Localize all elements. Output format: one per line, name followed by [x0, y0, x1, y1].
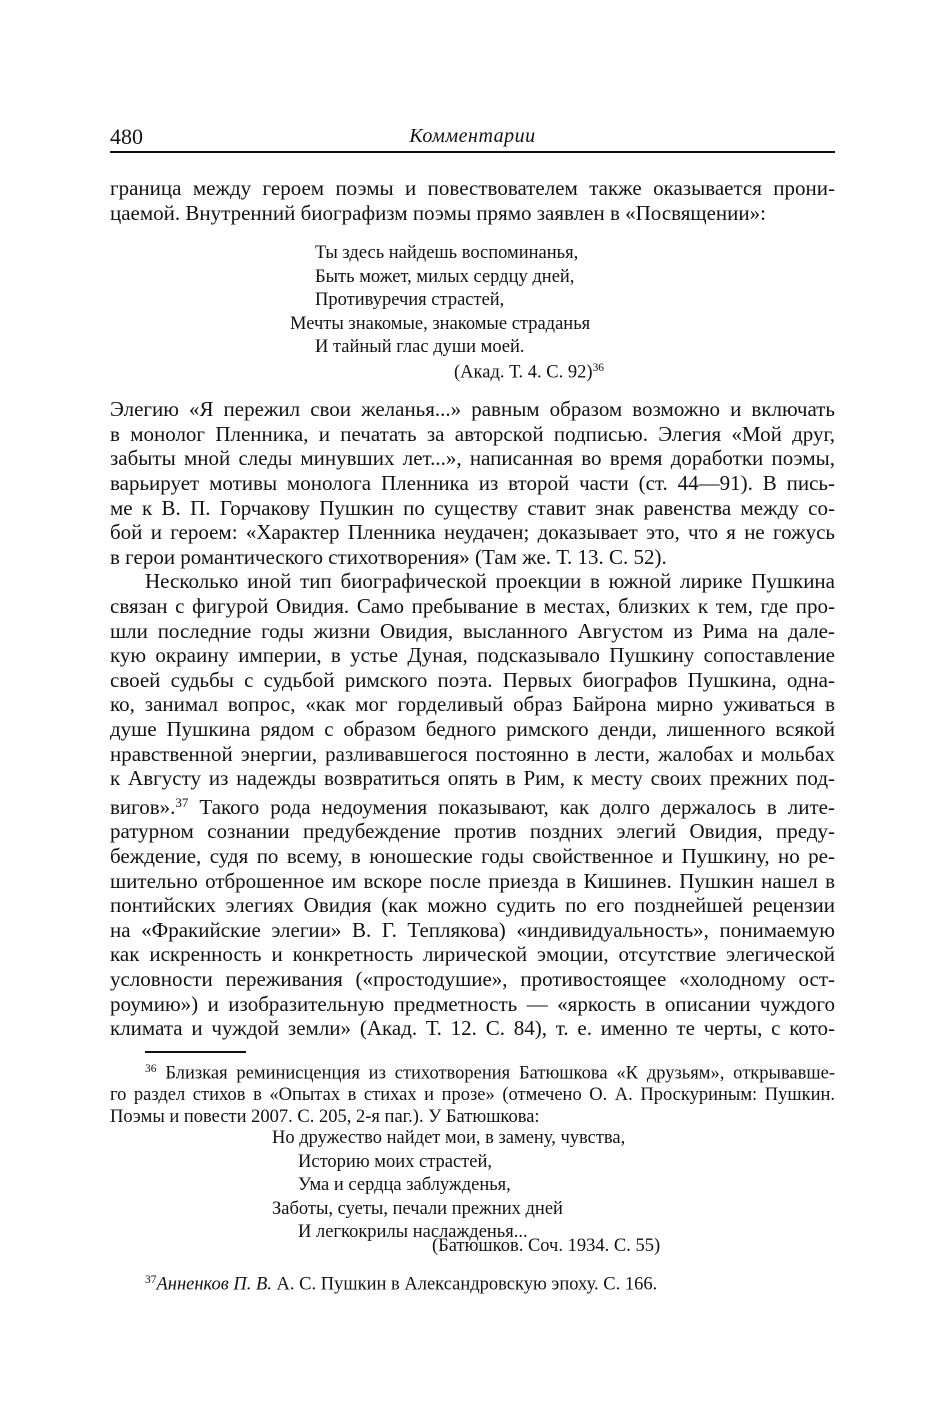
- running-title: Комментарии: [409, 125, 536, 147]
- text-line: своей судьбы с судьбой римского поэта. Первых биографов Пушкина, одна-: [110, 667, 835, 692]
- text-line: понтийских элегиях Овидия (как можно судить по его позднейшей рецензии: [110, 893, 835, 918]
- footnote-line: го раздел стихов в «Опытах в стихах и прозе» (отмечено О. А. Проскуриным: Пушкин.: [110, 1085, 835, 1106]
- text-line: ме к В. П. Горчакову Пушкин по существу ставит знак равенства между со-: [110, 495, 835, 520]
- page-header: [110, 124, 835, 154]
- footnote-number: 36: [145, 1063, 157, 1075]
- footnote-author: Анненков П. В.: [156, 1274, 272, 1295]
- footnote-poem: [272, 1127, 625, 1245]
- text-line: цаемой. Внутренний биографизм поэмы прямо заявлен в «Посвящении»:: [110, 200, 766, 225]
- text-fragment: вигов».: [110, 794, 176, 819]
- text-line: к Августу из надежды возвратиться опять в Рим, к месту своих прежних под-: [110, 766, 835, 791]
- poem-line: И тайный глас души моей.: [315, 337, 525, 358]
- text-line: шли последние годы жизни Овидия, высланного Августом из Рима на дале-: [110, 618, 835, 643]
- text-line: граница между героем поэмы и повествователем также оказывается прони-: [110, 176, 835, 200]
- poem-citation: [454, 362, 604, 383]
- text-line: в монолог Пленника, и печатать за авторской подписью. Элегия «Мой друг,: [110, 421, 835, 446]
- footnote-text: Близкая реминисценция из стихотворения Батюшкова «К друзьям», открывавше-: [165, 1063, 835, 1084]
- poem-line: Но дружество найдет мои, в замену, чувства,: [272, 1128, 626, 1148]
- text-line: условности переживания («простодушие», противостоящее «холодному ост-: [110, 967, 835, 991]
- text-line: бой и героем: «Характер Пленника неудачен; доказывает это, что я не гожусь: [110, 520, 835, 545]
- page-number: 480: [110, 124, 143, 149]
- poem-line: Ума и сердца заблужденья,: [298, 1175, 511, 1196]
- footnote-poem-citation: (Батюшков. Соч. 1934. С. 55): [432, 1236, 661, 1256]
- text-line: ко, занимал вопрос, «как мог горделивый образ Байрона мирно уживаться в: [110, 692, 835, 717]
- text-line: Несколько иной тип биографической проекции в южной лирике Пушкина: [145, 569, 835, 594]
- citation-text: (Акад. Т. 4. С. 92): [454, 362, 593, 383]
- text-line: ратурном сознании предубеждение против поздних элегий Овидия, преду-: [110, 819, 835, 844]
- text-line: забыты мной следы минувших лет...», написанная во время доработки поэмы,: [110, 446, 835, 471]
- text-line: климата и чуждой земли» (Акад. Т. 12. С. 84), т. е. именно те черты, с кото-: [110, 1016, 835, 1041]
- text-line: душе Пушкина рядом с образом бедного римского денди, лишенного всякой: [110, 716, 835, 741]
- text-line: [110, 791, 835, 820]
- poem-line: Ты здесь найдешь воспоминанья,: [315, 243, 579, 263]
- text-line: беждение, судя по всему, в юношеские годы свойственное и Пушкину, но ре-: [110, 844, 835, 869]
- poem-line: И легкокрилы наслажденья...: [298, 1222, 528, 1243]
- text-line: Элегию «Я пережил свои желанья...» равным образом возможно и включать: [110, 397, 835, 422]
- text-line: шительно отброшенное им вскоре после приезда в Кишинев. Пушкин нашел в: [110, 868, 835, 893]
- header-rule: [110, 151, 835, 153]
- text-line: связан с фигурой Овидия. Само пребывание в местах, близких к тем, где про-: [110, 593, 835, 618]
- footnote-ref-37[interactable]: 37: [175, 794, 189, 810]
- footnote-36: [110, 1058, 835, 1128]
- poem-line: Заботы, суеты, печали прежних дней: [272, 1198, 563, 1219]
- text-line: как искренность и конкретность лирической эмоции, отсутствие элегической: [110, 942, 835, 967]
- poem-line: Противуречия страстей,: [315, 290, 505, 311]
- poem-line: Быть может, милых сердцу дней,: [315, 266, 575, 287]
- footnote-number: 37: [145, 1274, 157, 1286]
- footnote-ref-36[interactable]: 36: [592, 362, 605, 374]
- footnote-line: [110, 1058, 835, 1084]
- text-line: на «Фракийские элегии» В. Г. Теплякова) «индивидуальность», понимаемую: [110, 917, 835, 942]
- poem-line: Историю моих страстей,: [298, 1151, 493, 1172]
- text-line: кую окраину империи, в устье Дуная, подсказывало Пушкину сопоставление: [110, 643, 835, 668]
- text-fragment: Такого рода недоумения показывают, как долго держалось в лите-: [188, 794, 835, 819]
- poem-quote: [290, 242, 590, 360]
- text-line: роумию») и изобразительную предметность — «яркость в описании чуждого: [110, 991, 835, 1016]
- text-line: в герои романтического стихотворения» (Там же. Т. 13. С. 52).: [110, 544, 667, 569]
- text-line: варьирует мотивы монолога Пленника из второй части (ст. 44—91). В пись-: [110, 470, 835, 495]
- text-line: нравственной энергии, разливавшегося постоянно в лести, жалобах и мольбах: [110, 741, 835, 766]
- footnote-text: А. С. Пушкин в Александровскую эпоху. С. 166.: [271, 1274, 658, 1295]
- footnote-rule: [145, 1051, 246, 1053]
- footnote-37: [145, 1268, 657, 1296]
- footnote-line: Поэмы и повести 2007. С. 205, 2-я паг.). У Батюшкова:: [110, 1107, 540, 1128]
- poem-line: Мечты знакомые, знакомые страданья: [290, 313, 591, 334]
